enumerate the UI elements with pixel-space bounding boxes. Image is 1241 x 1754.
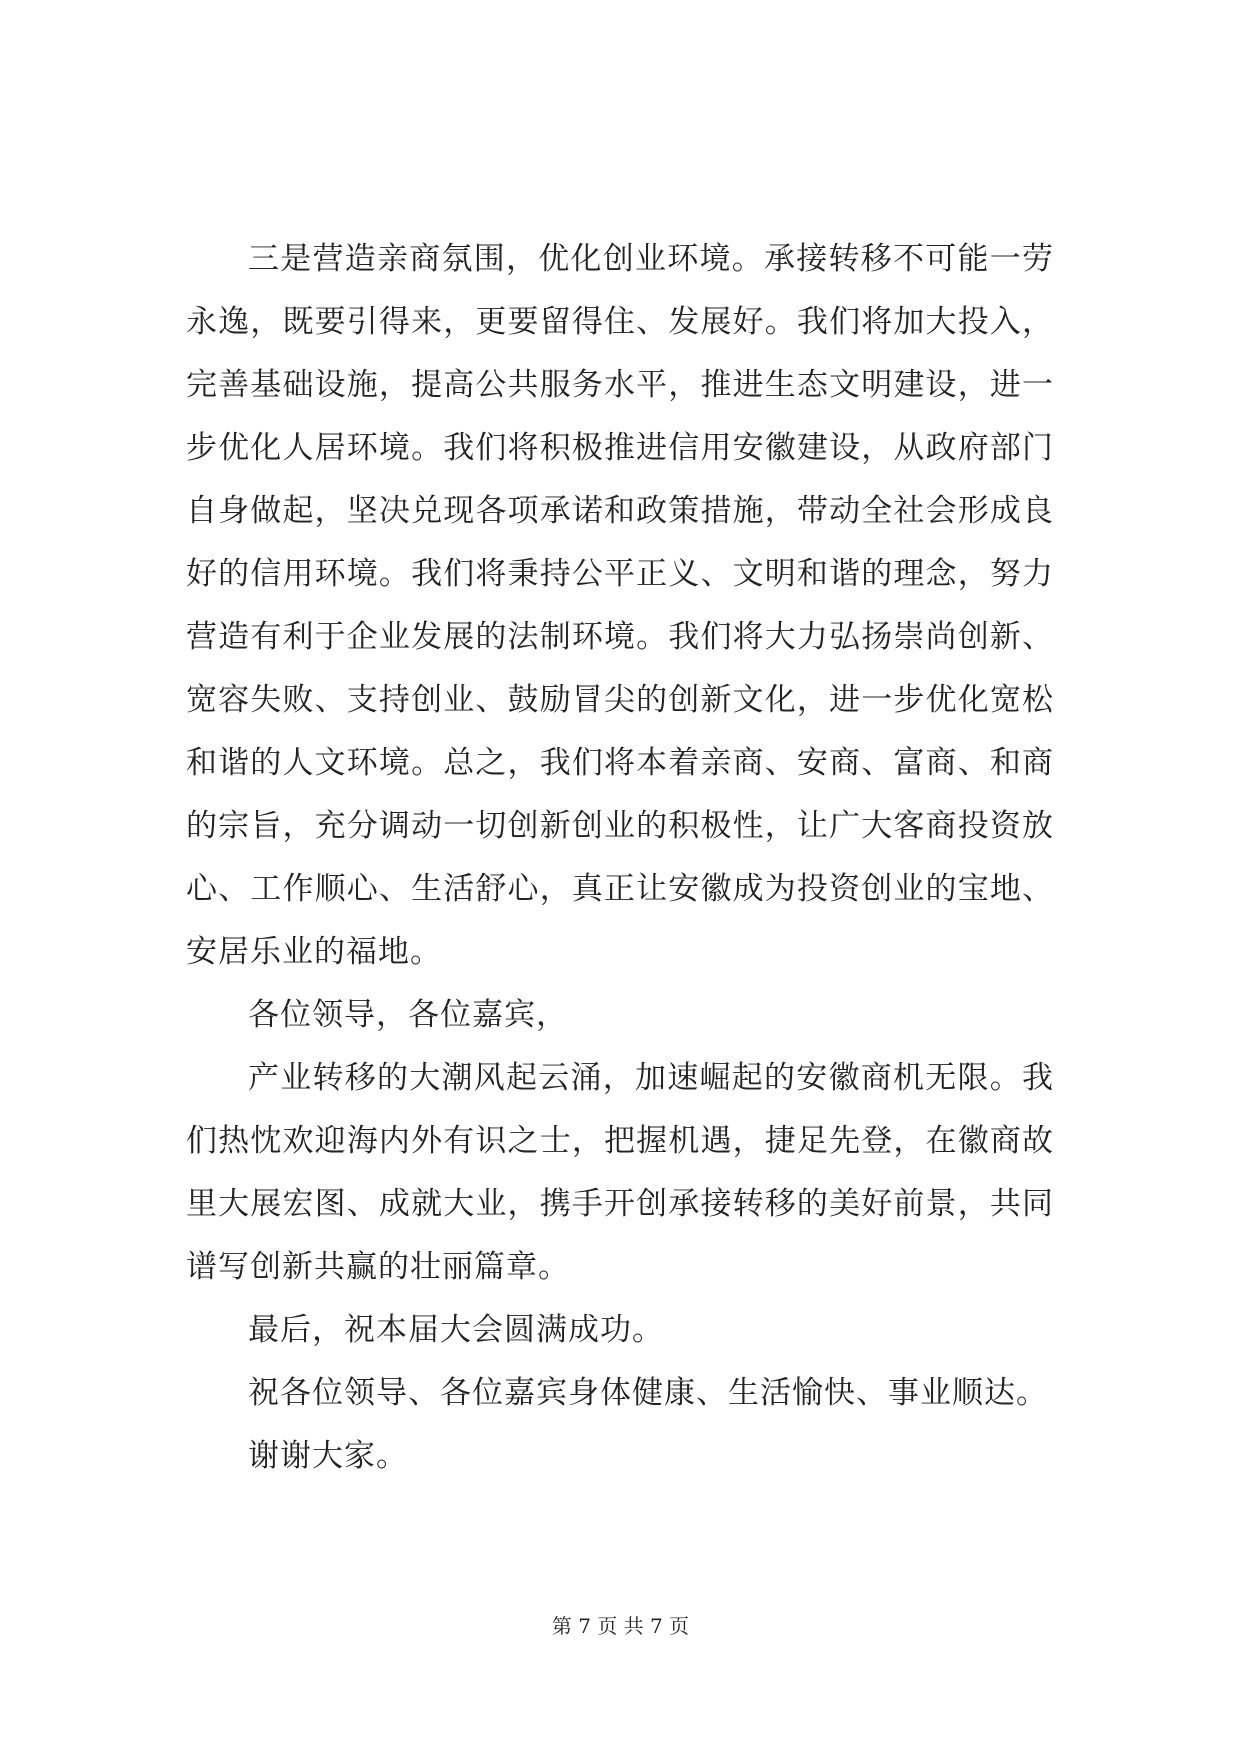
paragraph-guest-wish: 祝各位领导、各位嘉宾身体健康、生活愉快、事业顺达。	[248, 1375, 1048, 1411]
page-number-footer: 第 7 页 共 7 页	[551, 1614, 690, 1638]
paragraph-thanks: 谢谢大家。	[248, 1438, 408, 1474]
paragraph-business-environment: 三是营造亲商氛围，优化创业环境。承接转移不可能一劳永逸，既要引得来，更要留得住、发展好。我们将加大投入，完善基础设施，提高公共服务水平，推进生态文明建设，进一步优化人居环境。我们将积极推进信用安徽建设，从政府部门自身做起，坚决兑现各项承诺和政策措施，带动全社会形成良好的信用环境。我们将秉持公平正义、文明和谐的理念，努力营造有利于企业发展的法制环境。我们将大力弘扬崇尚创新、宽容失败、支持创业、鼓励冒尖的创新文化，进一步优化宽松和谐的人文环境。总之，我们将本着亲商、安商、富商、和商的宗旨，充分调动一切创新创业的积极性，让广大客商投资放心、工作顺心、生活舒心，真正让安徽成为投资创业的宝地、安居乐业的福地。	[186, 241, 1054, 970]
paragraph-invitation: 产业转移的大潮风起云涌，加速崛起的安徽商机无限。我们热忱欢迎海内外有识之士，把握机遇，捷足先登，在徽商故里大展宏图、成就大业，携手开创承接转移的美好前景，共同谱写创新共赢的壮丽篇章。	[186, 1060, 1054, 1285]
paragraph-closing-wish: 最后，祝本届大会圆满成功。	[248, 1312, 664, 1348]
document-body	[186, 228, 1054, 1488]
paragraph-greeting: 各位领导，各位嘉宾，	[248, 997, 568, 1033]
